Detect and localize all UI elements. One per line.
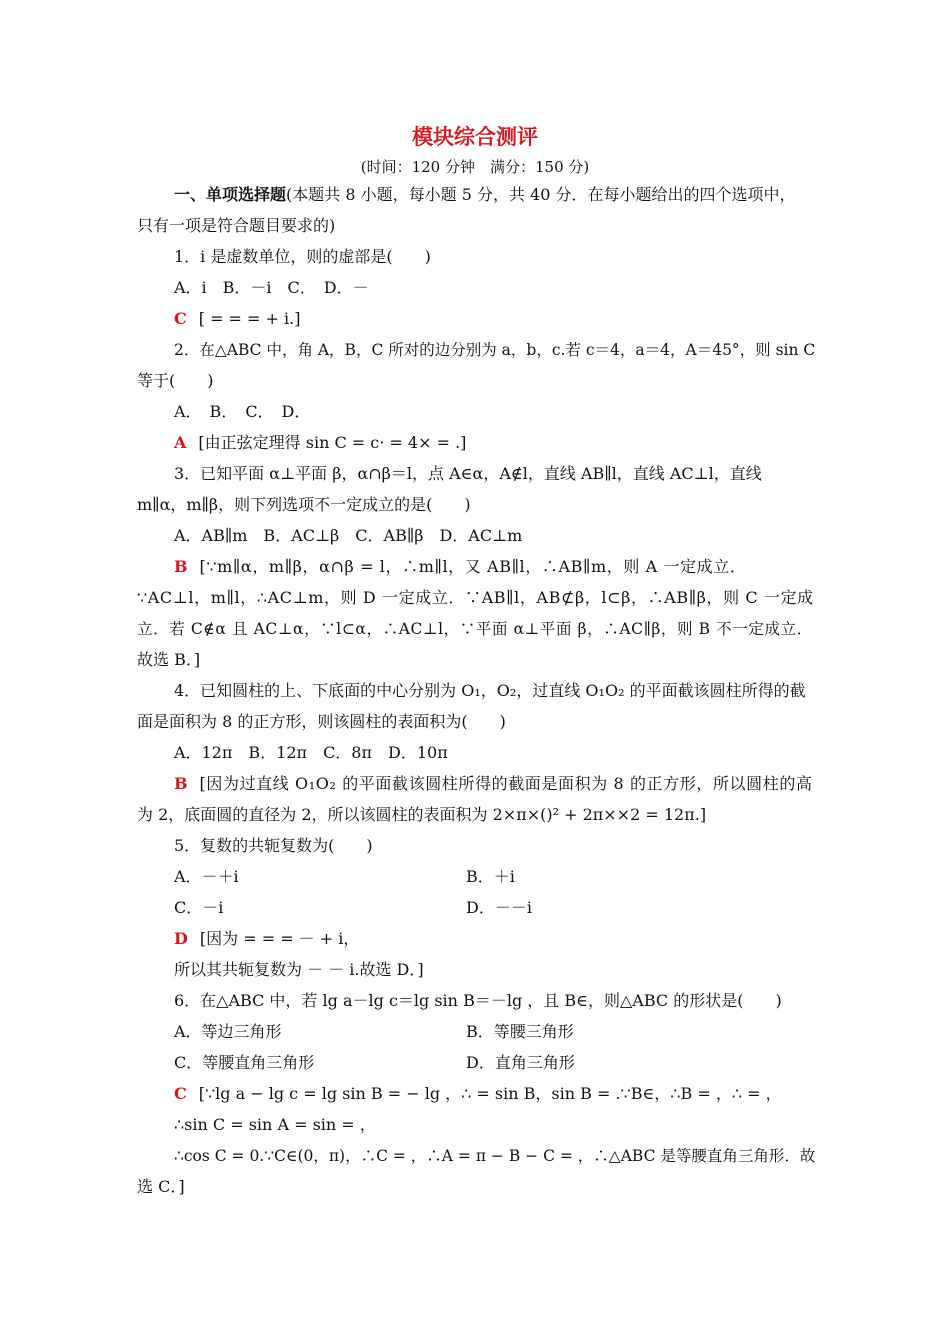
answer-label: C <box>174 1084 187 1103</box>
section-intro: (本题共 8 小题，每小题 5 分，共 40 分．在每小题给出的四个选项中， <box>286 185 796 204</box>
question-3-solution-cont-1: ∵AC⊥l，m∥l，∴AC⊥m，则 D 一定成立．∵AB∥l，AB⊄β，l⊂β，∴AB∥β，则 C 一定成 <box>137 588 814 607</box>
question-4-solution-cont: 为 2，底面圆的直径为 2，所以该圆柱的表面积为 2×π×()² + 2π××2 = 12π.] <box>137 805 707 824</box>
answer-label: B <box>174 557 188 576</box>
question-1-solution <box>174 308 817 330</box>
answer-label: D <box>174 929 188 948</box>
question-4-solution <box>174 773 817 795</box>
question-3-solution-cont-3: 故选 B．] <box>137 650 201 669</box>
solution-text: [因为过直线 O₁O₂ 的平面截该圆柱所得的截面是面积为 8 的正方形，所以圆柱的高 <box>199 774 813 793</box>
answer-label: B <box>174 774 188 793</box>
section-intro-cont: 只有一项是符合题目要求的) <box>137 216 336 235</box>
question-5-solution-cont: 所以其共轭复数为 － － i.故选 D．] <box>174 960 424 979</box>
question-6-option-c: C．等腰直角三角形 <box>174 1053 315 1072</box>
question-2-stem: 2．在△ABC 中，角 A，B，C 所对的边分别为 a，b，c.若 c＝4，a＝4，A＝45°，则 sin C <box>174 341 816 359</box>
question-3-stem-cont: m∥α，m∥β，则下列选项不一定成立的是( ) <box>137 495 471 514</box>
solution-text: [ = = = + i.] <box>198 309 301 328</box>
question-6-stem: 6．在△ABC 中，若 lg a－lg c＝lg sin B＝－lg ，且 B∈，则△ABC 的形状是( ) <box>174 991 782 1010</box>
solution-text: [由正弦定理得 sin C = c· = 4× = .] <box>198 433 467 452</box>
question-6-option-d: D．直角三角形 <box>466 1053 575 1072</box>
question-6-option-b: B．等腰三角形 <box>466 1022 574 1041</box>
question-4-stem-cont: 面是面积为 8 的正方形，则该圆柱的表面积为( ) <box>137 712 506 731</box>
section-heading-line <box>174 184 817 206</box>
question-6-solution-cont-3: 选 C．] <box>137 1177 185 1196</box>
question-2-options: A． B． C． D． <box>174 402 311 421</box>
solution-text: [因为 = = = － + i， <box>199 929 360 948</box>
question-3-stem: 3．已知平面 α⊥平面 β，α∩β＝l，点 A∈α，A∉l，直线 AB∥l，直线 AC⊥l，直线 <box>174 464 762 483</box>
question-4-options: A．12π B．12π C．8π D．10π <box>174 743 448 762</box>
answer-label: C <box>174 309 187 328</box>
question-6-solution <box>174 1083 817 1105</box>
question-6-solution-cont-2: ∴cos C = 0.∵C∈(0，π)，∴C = ，∴A = π − B − C = ，∴△ABC 是等腰直角三角形．故 <box>174 1147 816 1165</box>
section-heading: 一、单项选择题 <box>174 185 287 204</box>
question-3-solution-cont-2: 立．若 C∉α 且 AC⊥α，∵l⊂α，∴AC⊥l，∵平面 α⊥平面 β，∴AC∥β，则 B 不一定成立． <box>137 620 813 638</box>
answer-label: A <box>174 433 187 452</box>
page-title: 模块综合测评 <box>412 124 538 149</box>
question-5-option-b: B．＋i <box>466 867 515 886</box>
solution-text: [∵m∥α，m∥β，α∩β = l，∴m∥l，又 AB∥l，∴AB∥m，则 A 一定成立． <box>199 557 747 576</box>
question-5-solution <box>174 928 817 950</box>
question-1-stem: 1．i 是虚数单位，则的虚部是( ) <box>174 247 431 266</box>
question-1-options: A．i B．－i C． D．－ <box>174 278 369 297</box>
question-5-option-d: D．－－i <box>466 898 532 917</box>
question-5-option-c: C．－i <box>174 898 224 917</box>
question-6-solution-cont-1: ∴sin C = sin A = sin = ， <box>174 1115 376 1134</box>
question-3-solution <box>174 556 817 578</box>
question-2-stem-cont: 等于( ) <box>137 371 214 390</box>
question-2-solution <box>174 432 817 454</box>
question-3-options: A．AB∥m B．AC⊥β C．AB∥β D．AC⊥m <box>174 526 523 545</box>
question-5-option-a: A．－＋i <box>174 867 239 886</box>
question-5-stem: 5．复数的共轭复数为( ) <box>174 836 373 855</box>
exam-info: (时间：120 分钟 满分：150 分) <box>360 158 590 176</box>
solution-text: [∵lg a − lg c = lg sin B = − lg ，∴ = sin B，sin B = .∵B∈，∴B = ，∴ = ， <box>198 1084 782 1103</box>
question-4-stem: 4．已知圆柱的上、下底面的中心分别为 O₁，O₂，过直线 O₁O₂ 的平面截该圆柱所得的截 <box>174 681 806 700</box>
question-6-option-a: A．等边三角形 <box>174 1022 282 1041</box>
